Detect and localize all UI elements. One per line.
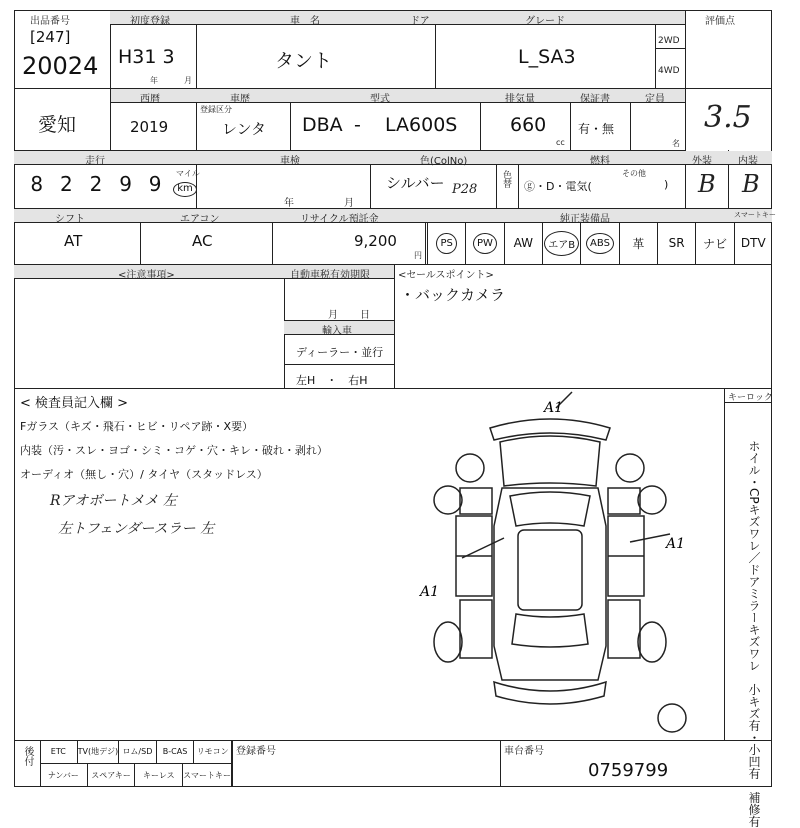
after-market-row-2: [40, 764, 232, 787]
lot-number: 20024: [22, 52, 99, 80]
after-market-item: B-CAS: [157, 740, 195, 763]
score: 3.5: [704, 100, 752, 135]
seats-unit: 名: [672, 139, 680, 148]
recycle-amount: 9,200: [354, 232, 397, 250]
equipment-label: SR: [668, 236, 685, 250]
handwritten-note-2: 左トフェンダースラー 左: [58, 521, 215, 537]
damage-mark-front: A1: [544, 400, 564, 416]
inspection-label: 車検: [280, 156, 300, 167]
mileage-digit: 9: [148, 172, 162, 196]
equipment-label: ナビ: [702, 236, 727, 251]
inspection-month: 月: [344, 198, 354, 209]
sales-point-label: <セールスポイント>: [398, 270, 494, 281]
inspection-year: 年: [284, 198, 294, 209]
after-market-item: ロム/SD: [119, 740, 157, 763]
equipment-label: ABS: [586, 233, 614, 254]
car-damage-diagram: [420, 396, 686, 726]
warranty: 有・無: [578, 122, 615, 136]
sales-point: ・バックカメラ: [400, 286, 506, 304]
tax-expiry-label: 自動車税有効期限: [290, 270, 370, 281]
chassis-label: 車台番号: [504, 746, 544, 757]
displacement: 660: [510, 114, 547, 136]
first-registration-label: 初度登録: [130, 16, 170, 27]
dealer-parallel: ディーラー・並行: [296, 346, 384, 359]
after-market-item: キーレス: [135, 764, 183, 787]
after-market-item: リモコン: [194, 740, 232, 763]
mileage-label: 走行: [85, 156, 105, 167]
color-code: P28: [452, 182, 478, 197]
exterior-grade: B: [698, 170, 716, 198]
expiry-month: 月: [328, 310, 338, 321]
grade: L_SA3: [518, 46, 576, 68]
equipment-item: [504, 222, 542, 264]
import-label: 輸入車: [322, 326, 352, 337]
color-change: 色替: [501, 170, 511, 188]
lot-label: 出品番号: [30, 16, 70, 27]
lot-bracket: [247]: [30, 28, 71, 46]
mileage-digit: 2: [89, 172, 103, 196]
first-registration: H31 3: [118, 46, 175, 68]
equipment-item: [734, 222, 772, 264]
color-label: 色(ColNo): [420, 156, 468, 167]
western-year-label: 西暦: [140, 94, 160, 105]
seats-label: 定員: [645, 94, 665, 105]
drive-2wd: 2WD: [658, 36, 680, 46]
type-label: 型式: [370, 94, 390, 105]
cc-unit: cc: [556, 138, 565, 147]
equipment-item: [695, 222, 733, 264]
type-dash: -: [354, 114, 361, 136]
keyless-label: スマートキー: [734, 211, 776, 219]
handle-side: 左H ・ 右H: [296, 374, 368, 387]
equipment-label: PW: [473, 233, 497, 254]
shift-label: シフト: [55, 214, 85, 225]
after-market-item: TV(地デジ): [78, 740, 119, 763]
region: 愛知: [38, 114, 77, 136]
inspector-line-glass: Fガラス（キズ・飛石・ヒビ・リペア跡・X要）: [20, 420, 254, 433]
equipment-list: [427, 222, 772, 264]
year-unit: 年: [150, 76, 158, 85]
purpose-note: 登録区分: [200, 105, 232, 114]
door-label: ドア: [410, 16, 430, 27]
displacement-label: 排気量: [505, 94, 535, 105]
mileage-digit: 8: [30, 172, 44, 196]
yen-unit: 円: [414, 251, 422, 260]
fuel-label: 燃料: [590, 156, 610, 167]
model-name: タント: [275, 50, 333, 72]
damage-mark-left: A1: [420, 584, 440, 600]
color: シルバー: [386, 174, 445, 192]
equipment-label: DTV: [740, 236, 766, 250]
keylock-label: キーロック: [728, 393, 773, 403]
ac-label: エアコン: [180, 214, 220, 225]
model-name-label: 車 名: [290, 16, 320, 27]
after-market-item: ETC: [40, 740, 78, 763]
caution-label: <注意事項>: [118, 270, 175, 281]
interior-label: 内装: [738, 156, 758, 167]
warranty-label: 保証書: [580, 94, 610, 105]
equipment-label: 革: [632, 236, 645, 251]
recycle-label: リサイクル預託金: [300, 214, 379, 225]
score-label: 評価点: [705, 16, 735, 27]
purpose: レンタ: [222, 120, 267, 138]
equipment-label: エアB: [544, 231, 579, 256]
equipment-label: AW: [513, 236, 534, 250]
equipment-label: 純正装備品: [560, 214, 610, 225]
drive-4wd: 4WD: [658, 66, 680, 76]
after-market-label: 後付: [22, 746, 33, 766]
fuel-options: ⓖ・D・電気(: [524, 180, 592, 193]
type-prefix: DBA: [302, 114, 343, 136]
equipment-item: [465, 222, 503, 264]
inspector-line-audio-tire: オーディオ（無し・穴）/ タイヤ（スタッドレス）: [20, 468, 268, 481]
exterior-label: 外装: [692, 156, 712, 167]
month-unit: 月: [184, 76, 192, 85]
after-market-item: スペアキー: [88, 764, 136, 787]
fuel-close: ): [664, 178, 669, 191]
equipment-label: PS: [436, 233, 456, 254]
purpose-label: 車歴: [230, 94, 250, 105]
after-market-row-1: [40, 740, 232, 763]
mileage-digit: 2: [60, 172, 73, 196]
equipment-item: [580, 222, 618, 264]
fuel-other: その他: [622, 169, 646, 178]
vertical-damage-note: ホイル・CPキズワレ／ドアミラーキズワレ 小キズ有・小凹有 補修有: [747, 440, 761, 828]
year: 2019: [130, 118, 169, 136]
after-market-item: ナンバー: [40, 764, 88, 787]
inspector-line-interior: 内装（汚・スレ・ヨゴ・シミ・コゲ・穴・キレ・破れ・剥れ）: [20, 444, 328, 457]
unit-km: km: [173, 182, 197, 197]
after-market-item: スマートキー: [183, 764, 232, 787]
mileage-digits: [22, 172, 170, 198]
handwritten-note-1: Rアオボートメメ 左: [50, 493, 177, 509]
registration-label: 登録番号: [236, 746, 276, 757]
equipment-item: [619, 222, 657, 264]
equipment-item: [542, 222, 580, 264]
mileage-digit: 9: [119, 172, 132, 196]
unit-mile: マイル: [176, 169, 200, 178]
damage-mark-right: A1: [666, 536, 686, 552]
type-code: LA600S: [385, 114, 458, 136]
chassis-number: 0759799: [588, 760, 669, 781]
shift: AT: [64, 232, 83, 250]
expiry-day: 日: [360, 310, 370, 321]
grade-label: グレード: [525, 16, 565, 27]
equipment-item: [657, 222, 695, 264]
interior-grade: B: [742, 170, 760, 198]
ac: AC: [192, 232, 213, 250]
inspector-title: < 検査員記入欄 >: [20, 396, 129, 411]
equipment-item: [427, 222, 465, 264]
